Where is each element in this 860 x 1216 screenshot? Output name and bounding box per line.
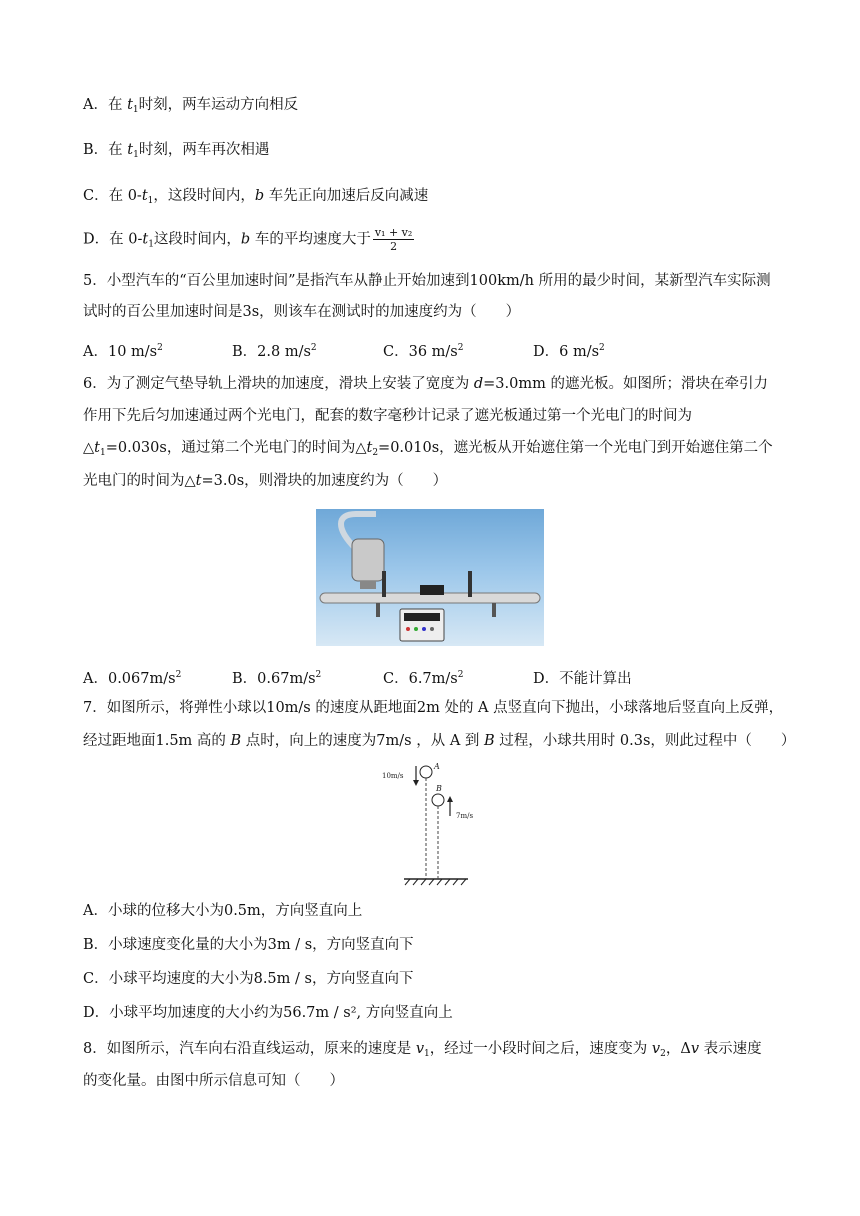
velocity-up-label: 7m/s [456, 812, 474, 820]
q6-stem-line2: 作用下先后匀加速通过两个光电门，配套的数字毫秒计记录了遮光板通过第一个光电门的时间为 [83, 408, 692, 424]
q6-stem-line3: $\triangle t_1=0.030s$，通过第二个光电门的时间为$\triangle t_2=0.010s$，遮光板从开始遮住第一个光电门到开始遮住第二个 [83, 440, 773, 458]
q6-option-c: C．$6.7m/s^2$ [383, 670, 464, 687]
q4-option-d: D．在 $0-t_1$这段时间内，b 车的平均速度大于 $\frac{\text{v₁ + v₂}}{2}$ [83, 226, 413, 253]
ball-diagram-svg [376, 760, 496, 886]
bouncing-ball-diagram [376, 760, 496, 886]
q7-stem-line2: 经过距地面1.5m 高的 B 点时，向上的速度为7m/s ，从 A 到 B 过程，小球共用时 0.3s，则此过程中（ ） [83, 733, 796, 749]
q4-option-a: A．在 $t_1$时刻，两车运动方向相反 [83, 97, 299, 115]
q5-stem-line2: 试时的百公里加速时间是3s，则该车在测试时的加速度约为（ ） [83, 304, 521, 320]
label-a: A [434, 762, 440, 771]
q7-stem-line1: 7．如图所示，将弹性小球以10m/s 的速度从距地面2m 处的 A 点竖直向下抛出，小球落地后竖直向上反弹， [83, 700, 784, 716]
q6-stem-line1: 6．为了测定气垫导轨上滑块的加速度，滑块上安装了宽度为 d=3.0mm 的遮光板。如图所；滑块在牵引力 [83, 376, 768, 392]
q7-option-a: A．小球的位移大小为0.5m，方向竖直向上 [83, 903, 363, 919]
q7-option-b: B．小球速度变化量的大小为3m / s，方向竖直向下 [83, 937, 414, 953]
q5-option-a: A．10 $m/s^2$ [83, 343, 163, 360]
ball-a [420, 766, 432, 778]
ball-b [432, 794, 444, 806]
air-track-illustration [316, 509, 544, 646]
q8-stem-line2: 的变化量。由图中所示信息可知（ ） [83, 1073, 344, 1089]
q4-option-c: C．在 $0-t_1$，这段时间内，b 车先正向加速后反向减速 [83, 188, 429, 206]
q6-option-a: A．$0.067m/s^2$ [83, 670, 182, 687]
air-track-photo [316, 509, 544, 646]
q5-option-b: B．2.8 $m/s^2$ [232, 343, 317, 360]
label-b: B [436, 784, 442, 793]
q6-stem-line4: 光电门的时间为△t=3.0s，则滑块的加速度约为（ ） [83, 473, 448, 489]
average-velocity-fraction: $\frac{\text{v₁ + v₂}}{2}$ [374, 226, 413, 253]
q8-stem-line1: 8．如图所示，汽车向右沿直线运动，原来的速度是 $v_1$，经过一小段时间之后，速度变为 $v_2$，Δv 表示速度 [83, 1041, 762, 1059]
q5-option-c: C．36 $m/s^2$ [383, 343, 464, 360]
velocity-down-label: 10m/s [382, 772, 404, 780]
q5-option-d: D．6 $m/s^2$ [533, 343, 605, 360]
ground-hatch [405, 879, 466, 885]
q5-stem-line1: 5．小型汽车的“百公里加速时间”是指汽车从静止开始加速到100km/h 所用的最少时间，某新型汽车实际测 [83, 273, 771, 289]
q7-option-c: C．小球平均速度的大小为8.5m / s，方向竖直向下 [83, 971, 414, 987]
q7-option-d: D．小球平均加速度的大小约为56.7m / s², 方向竖直向上 [83, 1005, 453, 1021]
q6-option-d: D．不能计算出 [533, 671, 632, 687]
q4-option-b: B．在 $t_1$时刻，两车再次相遇 [83, 142, 270, 160]
q6-option-b: B．$0.67m/s^2$ [232, 670, 322, 687]
